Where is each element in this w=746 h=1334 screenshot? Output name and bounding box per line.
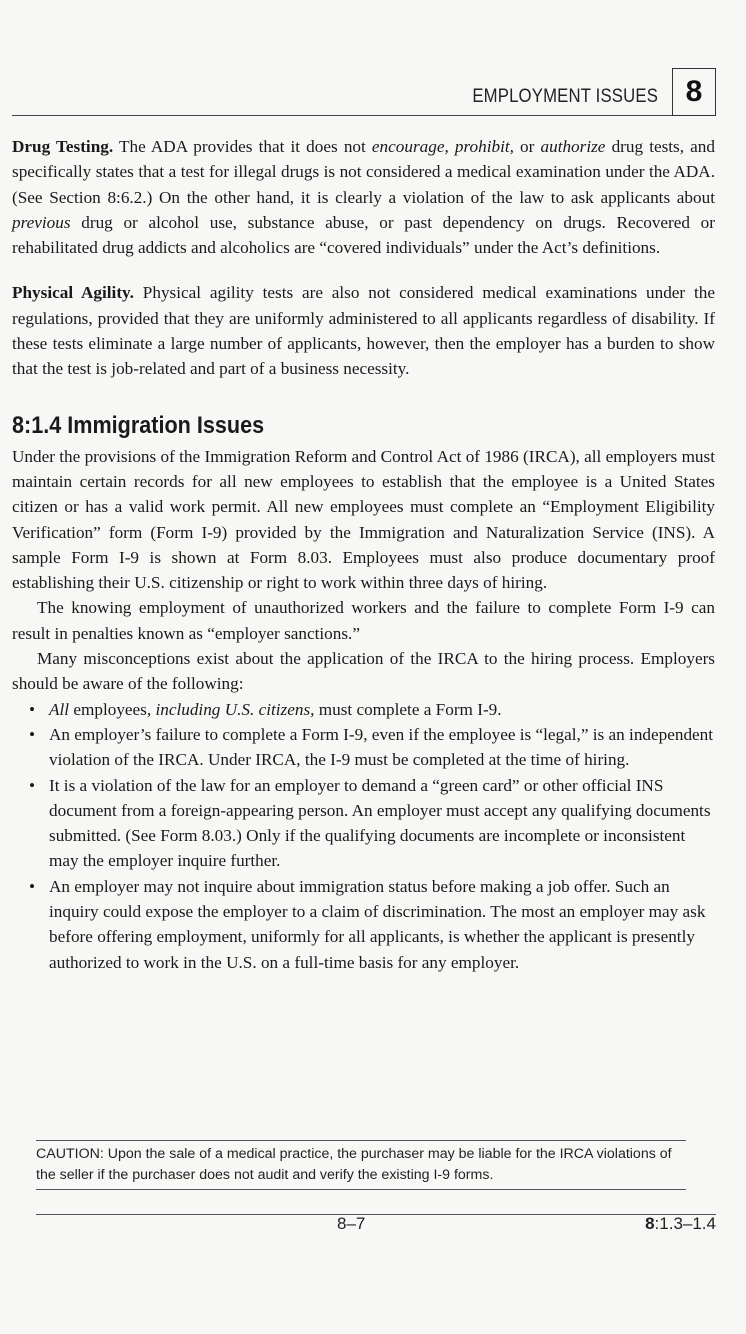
immigration-paragraph-2: The knowing employment of unauthorized workers and the failure to complete Form I-9 can result in penalties known as “employer sanctions.” (12, 598, 715, 643)
text-run: An employer’s failure to complete a Form I-9, even if the employee is “legal,” is an independent violation of the IRCA. Under IRCA, the I-9 must be completed at the time of hiring. (49, 724, 714, 770)
bullet-icon: • (29, 876, 36, 896)
drug-testing-paragraph (12, 134, 715, 260)
section-reference-bold: 8 (645, 1214, 655, 1233)
list-item (12, 697, 715, 722)
section-reference-rest: :1.3–1.4 (654, 1214, 716, 1233)
page-number: 8–7 (337, 1214, 366, 1233)
emphasis-run: including U.S. citizens, (155, 699, 315, 719)
physical-agility-paragraph (12, 280, 715, 381)
immigration-paragraph-3: Many misconceptions exist about the application of the IRCA to the hiring process. Employers should be aware of the following: (12, 649, 715, 694)
misconceptions-list (12, 697, 715, 975)
text-run: It is a violation of the law for an employer to demand a “green card” or other official INS document from a foreign-appearing person. An employer must accept any qualifying documents submitted. (See Form 8.03.) Only if the qualifying documents are incomplete or inconsistent may the employer inquire further. (49, 775, 711, 871)
list-item (12, 874, 715, 975)
bullet-icon: • (29, 699, 36, 719)
bullet-icon: • (29, 775, 36, 795)
emphasis-run: authorize (540, 137, 606, 156)
text-run: employees, (69, 699, 156, 719)
section-heading: 8:1.4 Immigration Issues (12, 411, 265, 439)
page-body (12, 134, 715, 975)
footer-rule (36, 1214, 716, 1215)
emphasis-run: previous (12, 212, 71, 232)
text-run: drug or alcohol use, substance abuse, or past dependency on drugs. Recovered or rehabilitated drug addicts and alcoholics are “covered individuals” under the Act’s definitions. (12, 212, 715, 258)
section-reference (645, 1214, 716, 1234)
list-item (12, 722, 715, 773)
running-header-title: EMPLOYMENT ISSUES (472, 86, 658, 107)
list-item (12, 773, 715, 874)
header-rule (12, 115, 676, 116)
text-run: must complete a Form I-9. (314, 699, 502, 719)
emphasis-run: encourage, prohibit, (371, 137, 514, 156)
text-run: The ADA provides that it does not (113, 137, 372, 156)
immigration-paragraph-1: Under the provisions of the Immigration Reform and Control Act of 1986 (IRCA), all employers must maintain certain records for all new employees to establish that the employee is a United States citizen or has a valid work permit. All new employees must complete an “Employment Eligibility Verification” form (Form I-9) provided by the Immigration and Naturalization Service (INS). A sample Form I-9 is shown at Form 8.03. Employees must also produce documentary proof establishing their U.S. citizenship or right to work within three days of hiring. (12, 446, 715, 593)
physical-agility-heading: Physical Agility. (12, 283, 134, 303)
bullet-icon: • (29, 724, 36, 744)
chapter-number-tab: 8 (672, 68, 716, 116)
text-run: or (513, 137, 541, 156)
running-header (12, 64, 716, 116)
text-run: An employer may not inquire about immigration status before making a job offer. Such an inquiry could expose the employer to a claim of discrimination. The most an employer may ask before offering employment, uniformly for all applicants, is whether the applicant is presently authorized to work in the U.S. on a full-time basis for any employer. (49, 876, 706, 972)
caution-box: CAUTION: Upon the sale of a medical practice, the purchaser may be liable for the IRCA violations of the seller if the purchaser does not audit and verify the existing I-9 forms. (36, 1140, 686, 1190)
drug-testing-heading: Drug Testing. (12, 137, 114, 156)
text-run: Physical agility tests are also not considered medical examinations under the regulations, provided that they are uniformly administered to all applicants regardless of disability. If these tests eliminate a large number of applicants, however, then the employer has a burden to show that the test is job-related and part of a business necessity. (12, 283, 715, 379)
text-run: drug tests, and specifically states that a test for illegal drugs is not considered a medical examination under the ADA. (See Section 8:6.2.) On the other hand, it is clearly a violation of the law to ask applicants about (12, 137, 715, 207)
emphasis-run: All (49, 699, 70, 719)
